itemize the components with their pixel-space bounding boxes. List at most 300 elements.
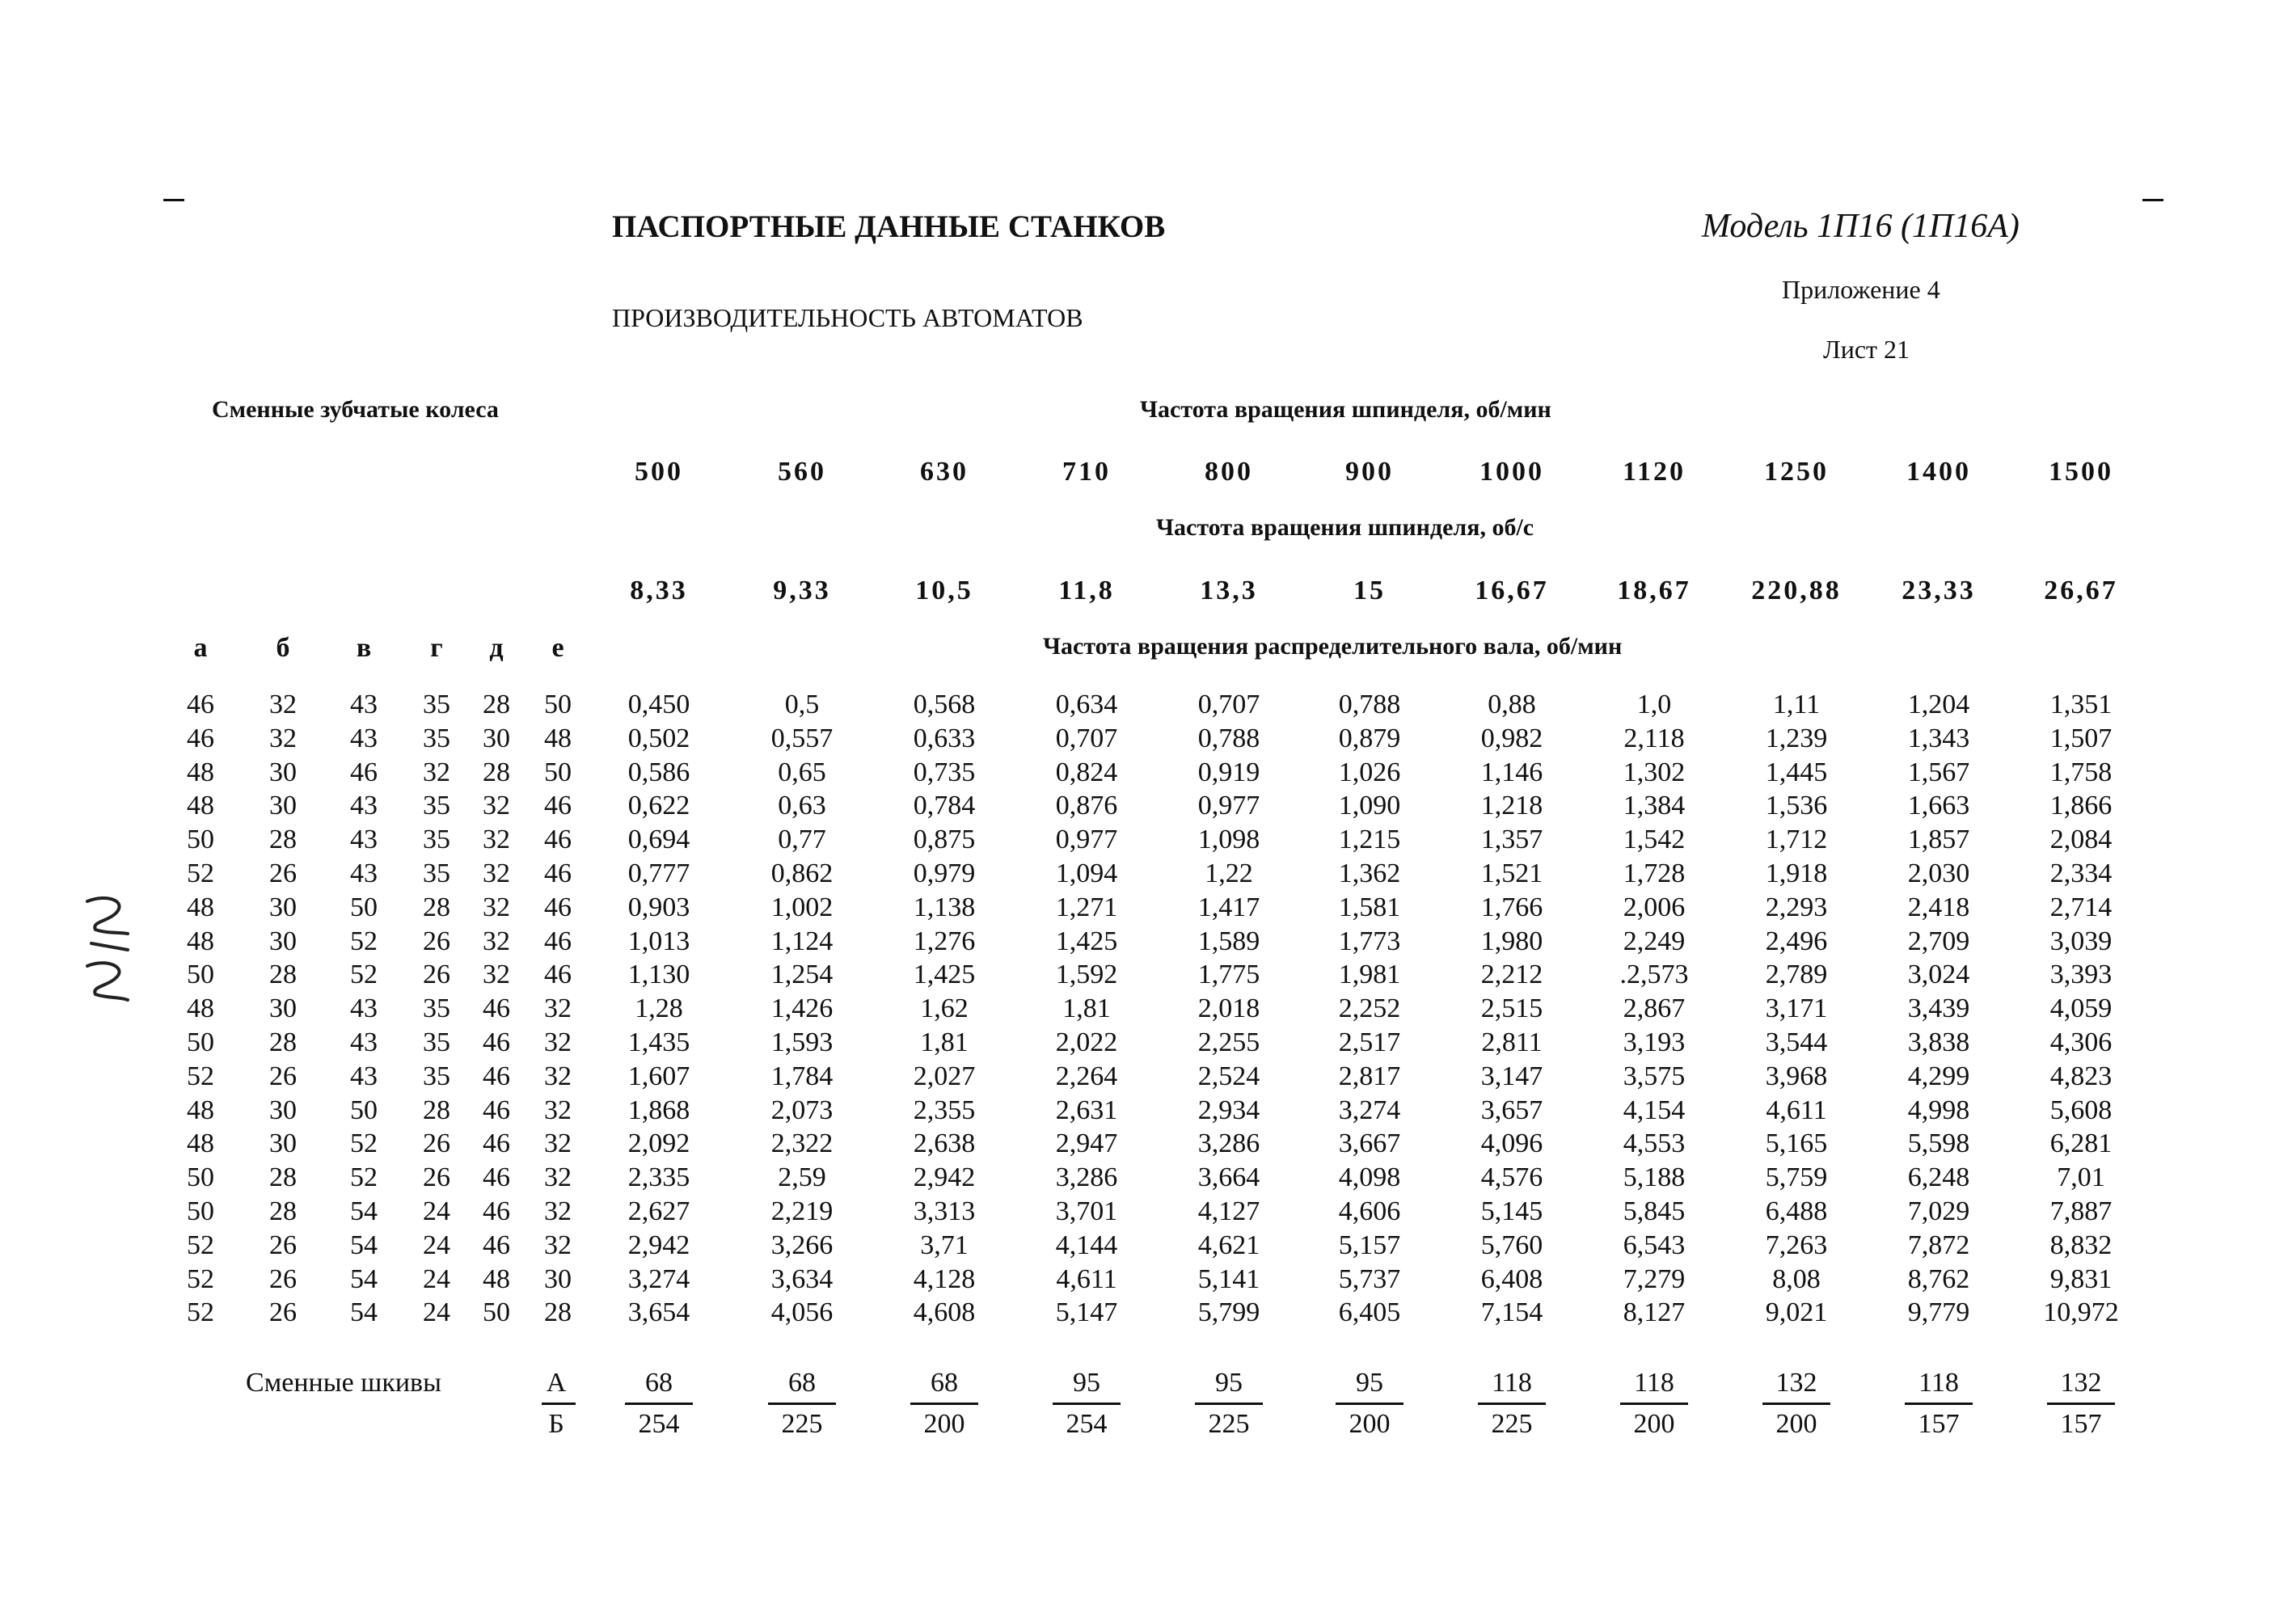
shaft-speed-value: 3,266 (770, 1230, 834, 1260)
shaft-speed-value: 0,707 (1197, 690, 1260, 719)
pulley-fraction-line (2047, 1403, 2115, 1405)
gear-value: 52 (187, 1264, 214, 1294)
shaft-speed-value: 2,934 (1197, 1095, 1260, 1125)
shaft-speed-value: 1,581 (1338, 892, 1401, 922)
gear-value: 46 (544, 825, 572, 854)
shaft-speed-value: 0,862 (770, 858, 834, 888)
corner-mark-left (163, 199, 184, 201)
shaft-speed-value: 0,919 (1197, 757, 1260, 787)
gear-value: 35 (423, 723, 450, 753)
gear-value: 46 (483, 1162, 510, 1192)
gear-column-header: д (489, 633, 504, 663)
pulleys-label: Сменные шкивы (246, 1368, 441, 1398)
rpm-value: 1120 (1622, 457, 1686, 487)
shaft-speed-value: 2,515 (1480, 993, 1543, 1023)
shaft-speed-value: 2,252 (1338, 993, 1401, 1023)
shaft-speed-value: 1,868 (627, 1095, 690, 1125)
shaft-speed-value: 1,536 (1765, 791, 1828, 820)
shaft-speed-value: 2,418 (1907, 892, 1970, 922)
gear-column-header: в (356, 633, 372, 663)
shaft-speed-value: 1,425 (1055, 926, 1118, 956)
pulley-a-value: 68 (645, 1368, 673, 1398)
shaft-speed-value: 0,875 (913, 825, 976, 854)
gear-value: 48 (187, 892, 214, 922)
shaft-speed-value: 4,611 (1766, 1095, 1827, 1125)
shaft-speed-value: 3,667 (1338, 1128, 1401, 1158)
gears-header: Сменные зубчатые колеса (212, 396, 499, 423)
gear-value: 50 (187, 1162, 214, 1192)
pulley-b-label: Б (548, 1409, 564, 1439)
gear-value: 32 (423, 757, 450, 787)
shaft-speed-value: 0,903 (627, 892, 690, 922)
rpm-value: 1400 (1906, 457, 1971, 487)
shaft-speed-value: 8,762 (1907, 1264, 1970, 1294)
gear-value: 43 (350, 723, 378, 753)
shaft-speed-value: 1,271 (1055, 892, 1118, 922)
gear-value: 30 (269, 757, 297, 787)
shaft-speed-value: 1,773 (1338, 926, 1401, 956)
gear-value: 52 (187, 1297, 214, 1327)
shaft-speed-value: 4,998 (1907, 1095, 1970, 1125)
shaft-speed-value: 1,62 (920, 993, 969, 1023)
gear-value: 54 (350, 1264, 378, 1294)
pulley-a-value: 68 (788, 1368, 816, 1398)
shaft-speed-value: 1,435 (627, 1027, 690, 1057)
gear-value: 32 (483, 791, 510, 820)
shaft-speed-value: 1,094 (1055, 858, 1118, 888)
gear-value: 46 (544, 926, 572, 956)
gear-value: 32 (544, 1162, 572, 1192)
shaft-speed-value: 1,593 (770, 1027, 834, 1057)
gear-value: 46 (483, 1196, 510, 1226)
pulley-fraction-line (910, 1403, 978, 1405)
rps-value: 26,67 (2044, 576, 2118, 605)
shaft-speed-value: 1,276 (913, 926, 976, 956)
shaft-speed-value: 0,879 (1338, 723, 1401, 753)
rpm-value: 500 (635, 457, 683, 487)
shaft-speed-value: 3,286 (1055, 1162, 1118, 1192)
shaft-speed-value: 3,71 (920, 1230, 969, 1260)
shaft-speed-value: 3,634 (770, 1264, 834, 1294)
gear-value: 48 (483, 1264, 510, 1294)
gear-value: 50 (544, 757, 572, 787)
gear-value: 46 (483, 993, 510, 1023)
gear-value: 26 (269, 1297, 297, 1327)
gear-value: 50 (483, 1297, 510, 1327)
gear-value: 52 (350, 1128, 378, 1158)
shaft-speed-value: 4,299 (1907, 1061, 1970, 1091)
shaft-speed-value: 0,788 (1197, 723, 1260, 753)
page-title: ПАСПОРТНЫЕ ДАННЫЕ СТАНКОВ (612, 209, 1166, 244)
shaft-speed-value: 5,608 (2049, 1095, 2113, 1125)
shaft-speed-value: 7,263 (1765, 1230, 1828, 1260)
shaft-speed-value: 2,714 (2049, 892, 2113, 922)
shaft-speed-value: 3,171 (1765, 993, 1828, 1023)
shaft-speed-value: 1,775 (1197, 960, 1260, 989)
shaft-speed-value: 0,88 (1488, 690, 1536, 719)
gear-value: 46 (187, 690, 214, 719)
shaft-speed-value: 2,631 (1055, 1095, 1118, 1125)
pulley-fraction-line (625, 1403, 693, 1405)
shaft-speed-value: 1,918 (1765, 858, 1828, 888)
shaft-speed-value: 5,845 (1623, 1196, 1686, 1226)
shaft-speed-value: 4,056 (770, 1297, 834, 1327)
gear-value: 24 (423, 1264, 450, 1294)
gear-value: 50 (350, 1095, 378, 1125)
shaft-speed-value: 6,405 (1338, 1297, 1401, 1327)
gear-value: 43 (350, 1027, 378, 1057)
shaft-speed-value: 1,11 (1772, 690, 1821, 719)
shaft-speed-value: 1,239 (1765, 723, 1828, 753)
shaft-speed-value: 3,313 (913, 1196, 976, 1226)
gear-value: 48 (187, 1095, 214, 1125)
shaft-speed-value: 1,857 (1907, 825, 1970, 854)
shaft-speed-value: 3,274 (627, 1264, 690, 1294)
shaft-speed-value: 3,286 (1197, 1128, 1260, 1158)
rpm-value: 800 (1205, 457, 1253, 487)
shaft-speed-value: 0,622 (627, 791, 690, 820)
shaft-speed-value: 1,013 (627, 926, 690, 956)
gear-value: 43 (350, 993, 378, 1023)
shaft-speed-value: 2,212 (1480, 960, 1543, 989)
gear-value: 32 (544, 1061, 572, 1091)
gear-value: 46 (483, 1128, 510, 1158)
gear-value: 32 (483, 825, 510, 854)
gear-value: 54 (350, 1297, 378, 1327)
rpm-header: Частота вращения шпинделя, об/мин (1140, 396, 1551, 423)
pulley-b-value: 157 (1918, 1409, 1960, 1439)
shaft-speed-value: 0,788 (1338, 690, 1401, 719)
shaft-speed-value: 1,866 (2049, 791, 2113, 820)
shaft-speed-value: 2,709 (1907, 926, 1970, 956)
gear-value: 46 (187, 723, 214, 753)
pulley-label-fraction-line (542, 1403, 576, 1405)
gear-value: 46 (544, 791, 572, 820)
shaft-speed-value: 2,942 (913, 1162, 976, 1192)
shaft-speed-value: 2,947 (1055, 1128, 1118, 1158)
shaft-speed-value: 2,084 (2049, 825, 2113, 854)
shaft-speed-value: 2,334 (2049, 858, 2113, 888)
shaft-speed-value: 1,026 (1338, 757, 1401, 787)
shaft-speed-value: 1,218 (1480, 791, 1543, 820)
gear-value: 30 (483, 723, 510, 753)
shaft-speed-value: 1,124 (770, 926, 834, 956)
shaft-speed-value: 5,145 (1480, 1196, 1543, 1226)
shaft-speed-value: 1,766 (1480, 892, 1543, 922)
gear-value: 48 (187, 993, 214, 1023)
shaft-speed-value: 0,977 (1197, 791, 1260, 820)
pulley-a-value: 132 (2060, 1368, 2102, 1398)
gear-value: 28 (269, 1027, 297, 1057)
gear-value: 46 (350, 757, 378, 787)
pulley-a-value: 95 (1215, 1368, 1243, 1398)
gear-value: 28 (483, 757, 510, 787)
rpm-value: 1000 (1479, 457, 1544, 487)
shaft-speed-value: 1,204 (1907, 690, 1970, 719)
shaft-speed-value: 8,08 (1772, 1264, 1821, 1294)
shaft-speed-value: 2,867 (1623, 993, 1686, 1023)
shaft-speed-value: 1,542 (1623, 825, 1686, 854)
shaft-speed-value: 1,130 (627, 960, 690, 989)
gear-value: 35 (423, 858, 450, 888)
shaft-speed-value: 4,306 (2049, 1027, 2113, 1057)
rps-value: 220,88 (1751, 576, 1842, 605)
shaft-speed-value: 2,073 (770, 1095, 834, 1125)
gear-value: 30 (269, 791, 297, 820)
shaft-speed-value: 1,784 (770, 1061, 834, 1091)
shaft-speed-value: 2,027 (913, 1061, 976, 1091)
shaft-speed-value: 6,488 (1765, 1196, 1828, 1226)
shaft-speed-value: 2,249 (1623, 926, 1686, 956)
gear-value: 30 (544, 1264, 572, 1294)
rpm-value: 710 (1062, 457, 1111, 487)
shaft-speed-value: 7,279 (1623, 1264, 1686, 1294)
gear-value: 24 (423, 1297, 450, 1327)
shaft-speed-value: 2,524 (1197, 1061, 1260, 1091)
shaft-speed-value: 1,758 (2049, 757, 2113, 787)
rps-value: 15 (1353, 576, 1386, 605)
gear-value: 46 (544, 892, 572, 922)
shaft-speed-value: 0,634 (1055, 690, 1118, 719)
shaft-speed-value: 1,417 (1197, 892, 1260, 922)
pulley-b-value: 254 (638, 1409, 680, 1439)
gear-value: 48 (187, 757, 214, 787)
gear-value: 52 (187, 858, 214, 888)
shaft-speed-value: 6,248 (1907, 1162, 1970, 1192)
gear-value: 43 (350, 825, 378, 854)
pulley-fraction-line (1478, 1403, 1546, 1405)
gear-value: 30 (269, 1095, 297, 1125)
shaft-speed-value: 5,147 (1055, 1297, 1118, 1327)
gear-value: 50 (187, 825, 214, 854)
rps-value: 23,33 (1902, 576, 1976, 605)
pulley-b-value: 225 (1208, 1409, 1250, 1439)
rpm-value: 900 (1345, 457, 1394, 487)
shaft-speed-value: 3,393 (2049, 960, 2113, 989)
gear-value: 30 (269, 993, 297, 1023)
pulley-b-value: 200 (1349, 1409, 1391, 1439)
shaft-speed-value: 0,586 (627, 757, 690, 787)
rps-value: 13,3 (1200, 576, 1258, 605)
shaft-speed-value: 0,979 (913, 858, 976, 888)
gear-column-header: е (551, 633, 564, 663)
shaft-speed-value: 8,832 (2049, 1230, 2113, 1260)
pulley-fraction-line (768, 1403, 836, 1405)
gear-value: 32 (483, 858, 510, 888)
shaft-speed-value: 1,351 (2049, 690, 2113, 719)
sheet-label: Лист 21 (1823, 335, 1910, 364)
shaft-speed-value: 5,799 (1197, 1297, 1260, 1327)
gear-value: 48 (544, 723, 572, 753)
gear-value: 28 (269, 1196, 297, 1226)
shaft-speed-value: 9,779 (1907, 1297, 1970, 1327)
pulley-a-value: 118 (1492, 1368, 1532, 1398)
pulley-fraction-line (1905, 1403, 1973, 1405)
gear-value: 32 (269, 723, 297, 753)
shaft-speed-value: 5,157 (1338, 1230, 1401, 1260)
shaft-speed-value: 2,219 (770, 1196, 834, 1226)
shaft-speed-value: 4,098 (1338, 1162, 1401, 1192)
shaft-speed-value: 5,165 (1765, 1128, 1828, 1158)
shaft-speed-value: 0,633 (913, 723, 976, 753)
shaft-speed-value: 2,811 (1481, 1027, 1543, 1057)
shaft-speed-value: 4,606 (1338, 1196, 1401, 1226)
gear-value: 46 (483, 1095, 510, 1125)
pulley-fraction-line (1762, 1403, 1830, 1405)
shaft-speed-value: 1,215 (1338, 825, 1401, 854)
shaft-speed-value: 7,01 (2057, 1162, 2105, 1192)
shaft-speed-value: 2,817 (1338, 1061, 1401, 1091)
gear-value: 52 (350, 1162, 378, 1192)
shaft-speed-value: 5,188 (1623, 1162, 1686, 1192)
shaft-speed-value: 8,127 (1623, 1297, 1686, 1327)
shaft-speed-value: 4,611 (1056, 1264, 1117, 1294)
shaft-speed-value: 2,030 (1907, 858, 1970, 888)
gear-value: 26 (423, 1128, 450, 1158)
shaft-speed-value: 1,507 (2049, 723, 2113, 753)
gear-value: 28 (269, 960, 297, 989)
shaft-speed-value: 1,567 (1907, 757, 1970, 787)
rps-value: 11,8 (1058, 576, 1115, 605)
rps-value: 16,67 (1475, 576, 1549, 605)
rps-value: 18,67 (1617, 576, 1691, 605)
gear-value: 35 (423, 825, 450, 854)
gear-value: 50 (544, 690, 572, 719)
shaft-speed-value: 2,638 (913, 1128, 976, 1158)
pulley-b-value: 225 (781, 1409, 823, 1439)
shaft-speed-value: 0,777 (627, 858, 690, 888)
shaft-speed-value: 2,255 (1197, 1027, 1260, 1057)
shaft-speed-value: 3,664 (1197, 1162, 1260, 1192)
shaft-speed-value: 1,712 (1765, 825, 1828, 854)
shaft-speed-value: 4,608 (913, 1297, 976, 1327)
shaft-speed-value: 1,981 (1338, 960, 1401, 989)
shaft-speed-value: 3,544 (1765, 1027, 1828, 1057)
shaft-speed-value: 0,77 (778, 825, 826, 854)
gear-value: 46 (483, 1061, 510, 1091)
shaft-speed-value: 2,627 (627, 1196, 690, 1226)
gear-value: 32 (483, 892, 510, 922)
appendix-label: Приложение 4 (1782, 275, 1940, 304)
shaft-speed-value: 1,426 (770, 993, 834, 1023)
rps-value: 10,5 (915, 576, 973, 605)
gear-value: 32 (544, 1095, 572, 1125)
shaft-speed-value: 0,450 (627, 690, 690, 719)
shaft-speed-value: 2,789 (1765, 960, 1828, 989)
gear-value: 28 (483, 690, 510, 719)
gear-value: 43 (350, 858, 378, 888)
shaft-speed-value: 4,823 (2049, 1061, 2113, 1091)
shaft-speed-value: 4,576 (1480, 1162, 1543, 1192)
shaft-speed-value: 1,28 (635, 993, 683, 1023)
shaft-speed-value: 7,887 (2049, 1196, 2113, 1226)
shaft-speed-value: 0,502 (627, 723, 690, 753)
gear-value: 52 (350, 926, 378, 956)
shaft-speed-value: 5,141 (1197, 1264, 1260, 1294)
shaft-speed-value: 4,096 (1480, 1128, 1543, 1158)
shaft-speed-value: 0,63 (778, 791, 826, 820)
shaft-speed-value: 1,663 (1907, 791, 1970, 820)
shaft-speed-value: 1,302 (1623, 757, 1686, 787)
gear-value: 26 (269, 1230, 297, 1260)
gear-value: 32 (544, 993, 572, 1023)
shaft-speed-value: 4,059 (2049, 993, 2113, 1023)
shaft-speed-value: 3,024 (1907, 960, 1970, 989)
gear-value: 54 (350, 1196, 378, 1226)
shaft-speed-value: 3,968 (1765, 1061, 1828, 1091)
pulley-a-value: 132 (1775, 1368, 1817, 1398)
rps-header: Частота вращения шпинделя, об/с (1156, 514, 1534, 541)
gear-value: 46 (544, 960, 572, 989)
shaft-speed-value: 2,59 (778, 1162, 826, 1192)
shaft-speed-value: 1,0 (1636, 690, 1672, 719)
subtitle: ПРОИЗВОДИТЕЛЬНОСТЬ АВТОМАТОВ (612, 303, 1083, 332)
gear-value: 24 (423, 1196, 450, 1226)
gear-value: 28 (423, 1095, 450, 1125)
pulley-a-label: А (546, 1368, 567, 1398)
gear-value: 32 (544, 1230, 572, 1260)
gear-value: 46 (544, 858, 572, 888)
shaft-speed-value: 4,553 (1623, 1128, 1686, 1158)
shaft-speed-value: 0,557 (770, 723, 834, 753)
handwritten-page-number (71, 893, 144, 1014)
shaft-speed-value: 6,543 (1623, 1230, 1686, 1260)
shaft-speed-value: 0,982 (1480, 723, 1543, 753)
shaft-speed-value: 7,029 (1907, 1196, 1970, 1226)
shaft-speed-value: 1,146 (1480, 757, 1543, 787)
pulley-b-value: 200 (923, 1409, 965, 1439)
shaft-speed-value: 0,65 (778, 757, 826, 787)
rpm-value: 560 (778, 457, 826, 487)
rpm-value: 1250 (1764, 457, 1829, 487)
shaft-speed-value: 3,838 (1907, 1027, 1970, 1057)
gear-value: 46 (483, 1230, 510, 1260)
corner-mark-right (2142, 199, 2163, 201)
pulley-a-value: 118 (1918, 1368, 1959, 1398)
shaft-speed-value: 7,154 (1480, 1297, 1543, 1327)
gear-value: 28 (269, 1162, 297, 1192)
shaft-speed-value: 0,876 (1055, 791, 1118, 820)
pulley-b-value: 200 (1775, 1409, 1817, 1439)
shaft-speed-value: 3,657 (1480, 1095, 1543, 1125)
rps-value: 9,33 (773, 576, 831, 605)
gear-value: 28 (423, 892, 450, 922)
gear-value: 50 (187, 960, 214, 989)
gear-column-header: а (193, 633, 208, 663)
shaft-speed-value: 7,872 (1907, 1230, 1970, 1260)
shaft-speed-value: 0,707 (1055, 723, 1118, 753)
gear-value: 26 (423, 1162, 450, 1192)
shaft-speed-value: 5,598 (1907, 1128, 1970, 1158)
gear-value: 32 (483, 926, 510, 956)
gear-value: 24 (423, 1230, 450, 1260)
shaft-speed-value: 2,022 (1055, 1027, 1118, 1057)
shaft-speed-value: 5,759 (1765, 1162, 1828, 1192)
shaft-speed-value: 2,355 (913, 1095, 976, 1125)
gear-value: 35 (423, 791, 450, 820)
gear-column-header: г (430, 633, 443, 663)
shaft-speed-value: 1,592 (1055, 960, 1118, 989)
shaft-speed-value: 1,090 (1338, 791, 1401, 820)
shaft-speed-value: 2,118 (1623, 723, 1685, 753)
shaft-speed-value: 2,496 (1765, 926, 1828, 956)
gear-value: 35 (423, 993, 450, 1023)
gear-value: 50 (350, 892, 378, 922)
shaft-speed-value: 1,589 (1197, 926, 1260, 956)
shaft-speed-value: 1,384 (1623, 791, 1686, 820)
shaft-speed-value: 1,098 (1197, 825, 1260, 854)
gear-value: 48 (187, 1128, 214, 1158)
